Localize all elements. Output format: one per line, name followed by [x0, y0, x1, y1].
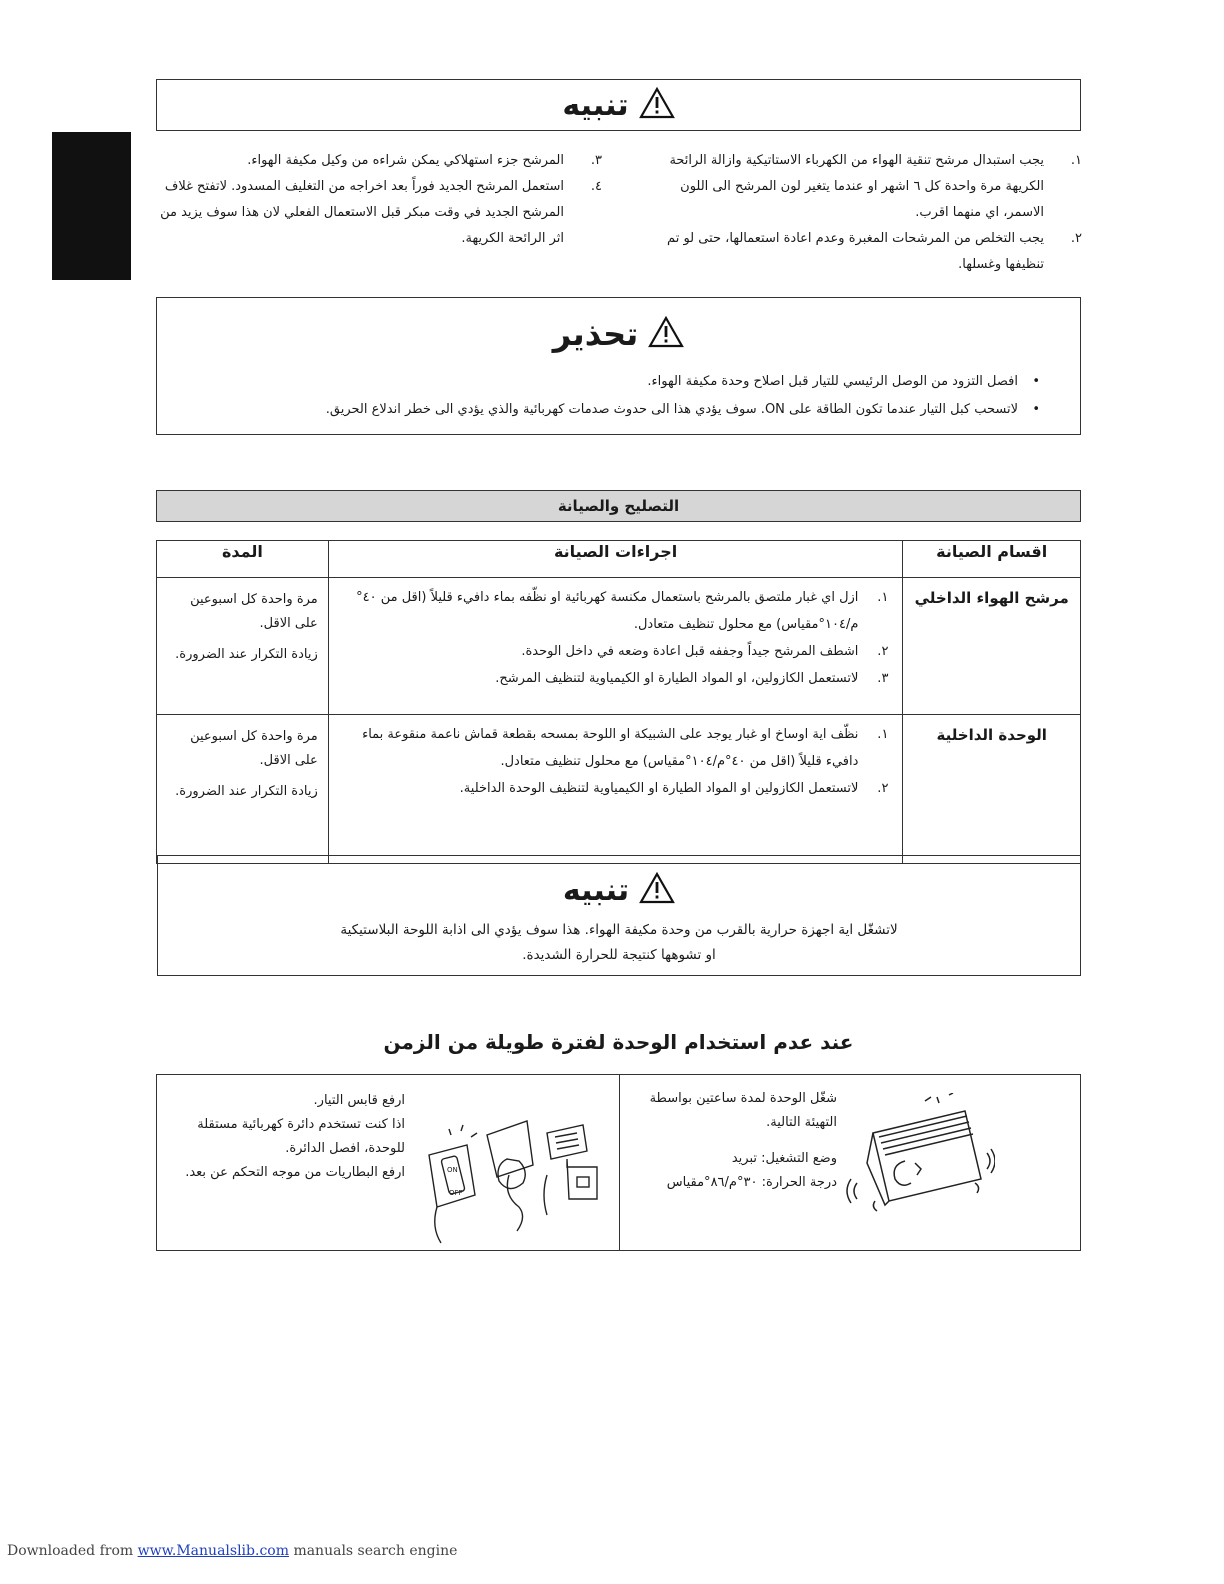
maintenance-table	[156, 540, 1081, 864]
step-number: ٢.	[877, 644, 889, 659]
column-header-duration: المدة	[157, 541, 329, 578]
note-text: استعمل المرشح الجديد فوراً بعد اخراجه من التغليف المسدود. لاتفتح غلاف المرشح الجديد في وقت مبكر قبل الاستعمال الفعلي لان هذا سوف يزيد من اثر الرائحة الكريهة.	[160, 179, 564, 246]
temperature-text: درجة الحرارة: ٣٠°م/٨٦°مقياس	[666, 1175, 837, 1190]
table-row	[157, 578, 1081, 715]
long-period-instructions-right	[637, 1087, 837, 1195]
note-number: ٢.	[1070, 231, 1082, 246]
caution-note-3	[156, 148, 602, 174]
warning-box	[156, 297, 1081, 435]
footer	[7, 1543, 457, 1559]
section-cell: الوحدة الداخلية	[903, 715, 1081, 864]
warning-list	[157, 368, 1080, 424]
procedure-step	[343, 638, 889, 665]
instruction-text: ارفع البطاريات من موجه التحكم عن بعد.	[185, 1165, 405, 1180]
procedure-step	[343, 721, 889, 775]
caution-box-heat	[157, 855, 1081, 976]
caution-note-2	[636, 226, 1082, 278]
operation-mode-text: وضع التشغيل: تبريد	[731, 1151, 837, 1166]
caution-note-4	[156, 174, 602, 252]
step-text: اشطف المرشح جيداً وجففه قبل اعادة وضعه في داخل الوحدة.	[521, 644, 859, 659]
procedure-cell	[328, 715, 903, 864]
caution-title-row	[158, 870, 1080, 910]
procedure-step	[343, 775, 889, 802]
warning-title-row	[157, 310, 1080, 358]
long-period-box	[156, 1074, 1081, 1251]
step-text: نظّف اية اوساخ او غبار يوجد على الشبيكة او اللوحة بمسحه بقطعة قماش ناعمة منقوعة بماء دافيء قليلاً (اقل من ٤٠°م/١٠٤°مقياس) مع محلول تنظيف متعادل.	[362, 727, 859, 769]
duration-text: مرة واحدة كل اسبوعين على الاقل.	[190, 729, 318, 768]
caution-notes-left	[156, 148, 602, 252]
warning-item	[177, 368, 1040, 396]
procedure-step	[343, 665, 889, 692]
column-header-procedure: اجراءات الصيانة	[328, 541, 903, 578]
table-header-row	[157, 541, 1081, 578]
note-text: يجب التخلص من المرشحات المغبرة وعدم اعادة استعمالها، حتى لو تم تنظيفها وغسلها.	[667, 231, 1044, 272]
manualslib-link[interactable]: www.Manualslib.com	[137, 1543, 289, 1559]
note-number: ٣.	[590, 153, 602, 168]
note-text: يجب استبدال مرشح تنقية الهواء من الكهرباء الاستاتيكية وازالة الرائحة الكريهة مرة واحدة كل ٦ اشهر او عندما يتغير لون المرشح الى اللون الاسمر، اي منهما اقرب.	[669, 153, 1044, 220]
duration-cell	[157, 715, 329, 864]
caution-heat-text: لاتشغّل اية اجهزة حرارية بالقرب من وحدة مكيفة الهواء. هذا سوف يؤدي الى اذابة اللوحة البلاستيكية او تشوهها كنتيجة للحرارة الشديدة.	[340, 922, 898, 963]
duration-cell	[157, 578, 329, 715]
step-number: ٣.	[877, 671, 889, 686]
step-number: ١.	[877, 590, 889, 605]
table-row	[157, 715, 1081, 864]
warning-triangle-icon	[639, 87, 675, 123]
maintenance-header: التصليح والصيانة	[156, 490, 1081, 522]
instruction-text: اذا كنت تستخدم دائرة كهربائية مستقلة للوحدة، افصل الدائرة.	[197, 1117, 405, 1156]
long-period-instructions-left	[175, 1089, 405, 1185]
switch-off-label: OFF	[449, 1189, 463, 1197]
bullet-icon: •	[1032, 374, 1040, 389]
caution-title: تنبيه	[562, 872, 630, 908]
procedure-step	[343, 584, 889, 638]
duration-text: زيادة التكرار عند الضرورة.	[175, 647, 318, 662]
warning-item	[177, 396, 1040, 424]
column-divider	[619, 1075, 620, 1250]
caution-box-top	[156, 79, 1081, 131]
air-conditioner-illustration	[845, 1093, 995, 1222]
step-number: ١.	[877, 727, 889, 742]
warning-title: تحذير	[552, 315, 639, 353]
footer-suffix: manuals search engine	[293, 1543, 458, 1559]
warning-triangle-icon	[648, 316, 684, 352]
switch-on-label: ON	[447, 1166, 458, 1174]
step-text: ازل اي غبار ملتصق بالمرشح باستعمال مكنسة كهربائية او نظّفه بماء دافيء قليلاً (اقل من ٤٠° م/١٠٤°مقياس) مع محلول تنظيف متعادل.	[356, 590, 859, 632]
duration-text: زيادة التكرار عند الضرورة.	[175, 784, 318, 799]
bullet-icon: •	[1032, 402, 1040, 417]
instruction-text: ارفع قابس التيار.	[313, 1093, 405, 1108]
note-number: ١.	[1070, 153, 1082, 168]
note-number: ٤.	[590, 179, 602, 194]
long-period-title: عند عدم استخدام الوحدة لفترة طويلة من الزمن	[383, 1030, 854, 1054]
plug-switch-remote-illustration	[417, 1115, 607, 1249]
caution-title: تنبيه	[562, 87, 629, 123]
step-text: لاتستعمل الكازولين او المواد الطيارة او الكيمياوية لتنظيف الوحدة الداخلية.	[459, 781, 859, 796]
step-text: لاتستعمل الكازولين، او المواد الطيارة او الكيمياوية لتنظيف المرشح.	[495, 671, 859, 686]
caution-note-1	[636, 148, 1082, 226]
note-text: المرشح جزء استهلاكي يمكن شراءه من وكيل مكيفة الهواء.	[247, 153, 564, 168]
warning-item-text: افصل التزود من الوصل الرئيسي للتيار قبل اصلاح وحدة مكيفة الهواء.	[647, 374, 1018, 389]
section-cell: مرشح الهواء الداخلي	[903, 578, 1081, 715]
instruction-text: شغّل الوحدة لمدة ساعتين بواسطة التهيئة التالية.	[649, 1091, 837, 1130]
duration-text: مرة واحدة كل اسبوعين على الاقل.	[190, 592, 318, 631]
caution-title-row	[157, 80, 1080, 130]
footer-prefix: Downloaded from	[7, 1543, 134, 1559]
section-tab-marker	[52, 132, 131, 280]
caution-notes-right	[636, 148, 1082, 278]
warning-triangle-icon	[639, 872, 675, 908]
procedure-cell	[328, 578, 903, 715]
warning-item-text: لاتسحب كبل التيار عندما تكون الطاقة على ON. سوف يؤدي هذا الى حدوث صدمات كهربائية والذي يؤدي الى خطر اندلاع الحريق.	[325, 402, 1018, 417]
column-header-section: اقسام الصيانة	[903, 541, 1081, 578]
step-number: ٢.	[877, 781, 889, 796]
